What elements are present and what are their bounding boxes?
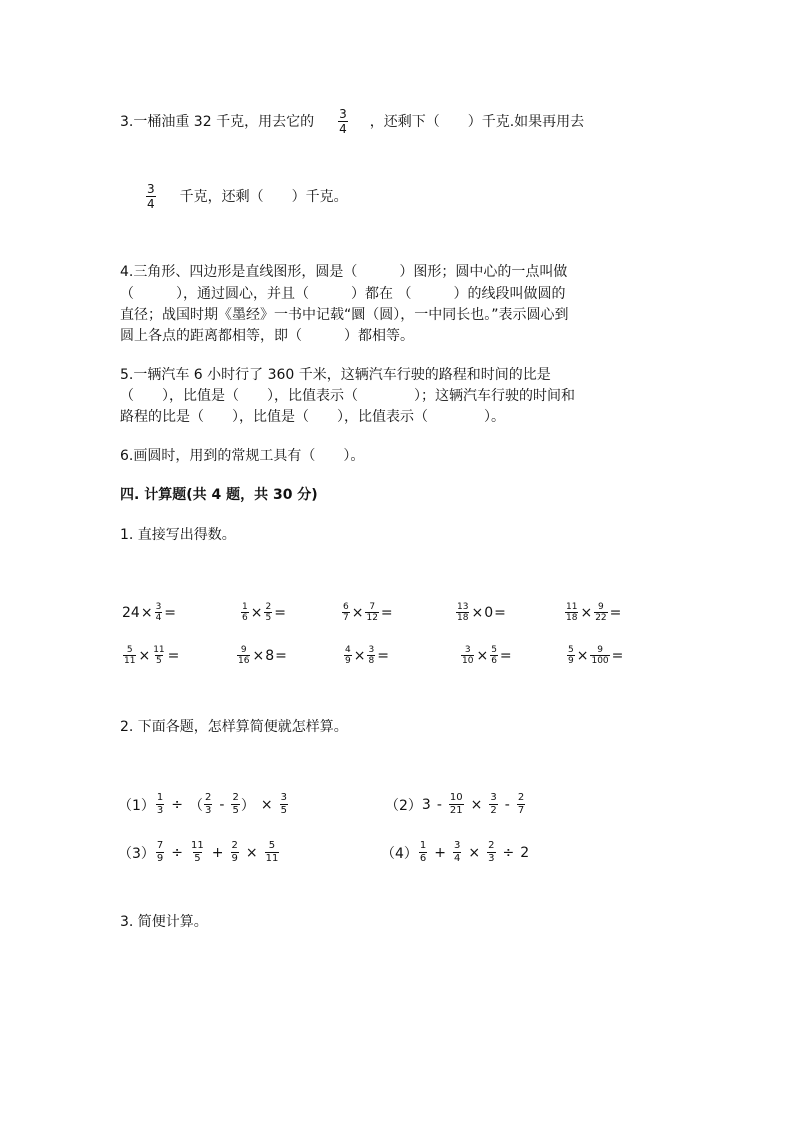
q3-line2 bbox=[145, 176, 348, 216]
q3-line1 bbox=[120, 101, 584, 141]
q4-line-2: （ ），通过圆心，并且（ ）都在 （ ）的线段叫做圆的 bbox=[120, 286, 566, 302]
q5-line-1: 5.一辆汽车 6 小时行了 360 千米，这辆汽车行驶的路程和时间的比是 bbox=[120, 367, 551, 383]
calc3-title: 3. 简便计算。 bbox=[120, 914, 208, 930]
q3-text-b: ，还剩下（ ）千克.如果再用去 bbox=[369, 114, 585, 130]
q6-line: 6.画圆时，用到的常规工具有（ ）。 bbox=[120, 448, 365, 464]
q5-line-2: （ ），比值是（ ），比值表示（ ）；这辆汽车行驶的时间和 bbox=[120, 388, 575, 404]
calc1-item-1-3: $\frac{6}{7}$ × $\frac{7}{12}$ = bbox=[343, 602, 393, 623]
calc1-item-2-2: $\frac{9}{16}$ × 8 = bbox=[238, 645, 287, 666]
calc1-item-2-3: $\frac{4}{9}$ × $\frac{3}{8}$ = bbox=[345, 645, 389, 666]
calc1-item-2-1: $\frac{5}{11}$ × $\frac{11}{5}$ = bbox=[124, 645, 180, 666]
section-4-heading: 四. 计算题(共 4 题，共 30 分) bbox=[120, 487, 318, 503]
calc1-item-1-1: 24 × $\frac{3}{4}$ = bbox=[122, 602, 177, 623]
q4-line-3: 直径；战国时期《墨经》一书中记载“圜（圆），一中同长也。”表示圆心到 bbox=[120, 307, 569, 323]
calc1-item-1-2: $\frac{1}{6}$ × $\frac{2}{5}$ = bbox=[242, 602, 286, 623]
calc2-problem-2: （2） 3 - $\frac{10}{21}$ × $\frac{3}{2}$ - $\frac{2}{7}$ bbox=[385, 792, 525, 816]
calc2-problem-1: （1） $\frac{1}{3}$ ÷ （ $\frac{2}{3}$ - $\frac{2}{5}$ ） × $\frac{3}{5}$ bbox=[118, 792, 287, 816]
calc1-item-2-4: $\frac{3}{10}$ × $\frac{5}{6}$ = bbox=[462, 645, 512, 666]
q4-line-4: 圆上各点的距离都相等，即（ ）都相等。 bbox=[120, 328, 414, 344]
calc2-problem-4: （4） $\frac{1}{6}$ + $\frac{3}{4}$ × $\frac{2}{3}$ ÷ 2 bbox=[381, 840, 530, 864]
calc1-item-2-5: $\frac{5}{9}$ × $\frac{9}{100}$ = bbox=[568, 645, 624, 666]
q3-fraction-2: $\frac{3}{4}$ bbox=[147, 181, 155, 211]
calc2-problem-3: （3） $\frac{7}{9}$ ÷ $\frac{11}{5}$ + $\frac{2}{9}$ × $\frac{5}{11}$ bbox=[118, 840, 279, 864]
calc1-item-1-4: $\frac{13}{18}$ × 0 = bbox=[457, 602, 506, 623]
q4-line-1: 4.三角形、四边形是直线图形，圆是（ ）图形；圆中心的一点叫做 bbox=[120, 264, 568, 280]
q3-text-a: 3.一桶油重 32 千克，用去它的 bbox=[120, 114, 315, 130]
calc1-item-1-5: $\frac{11}{18}$ × $\frac{9}{22}$ = bbox=[566, 602, 622, 623]
calc2-title: 2. 下面各题，怎样算简便就怎样算。 bbox=[120, 719, 348, 735]
calc1-title: 1. 直接写出得数。 bbox=[120, 527, 236, 543]
q3-fraction: $\frac{3}{4}$ bbox=[339, 106, 347, 136]
q3-text-c: 千克，还剩（ ）千克。 bbox=[179, 189, 348, 205]
q5-line-3: 路程的比是（ ），比值是（ ），比值表示（ ）。 bbox=[120, 409, 505, 425]
